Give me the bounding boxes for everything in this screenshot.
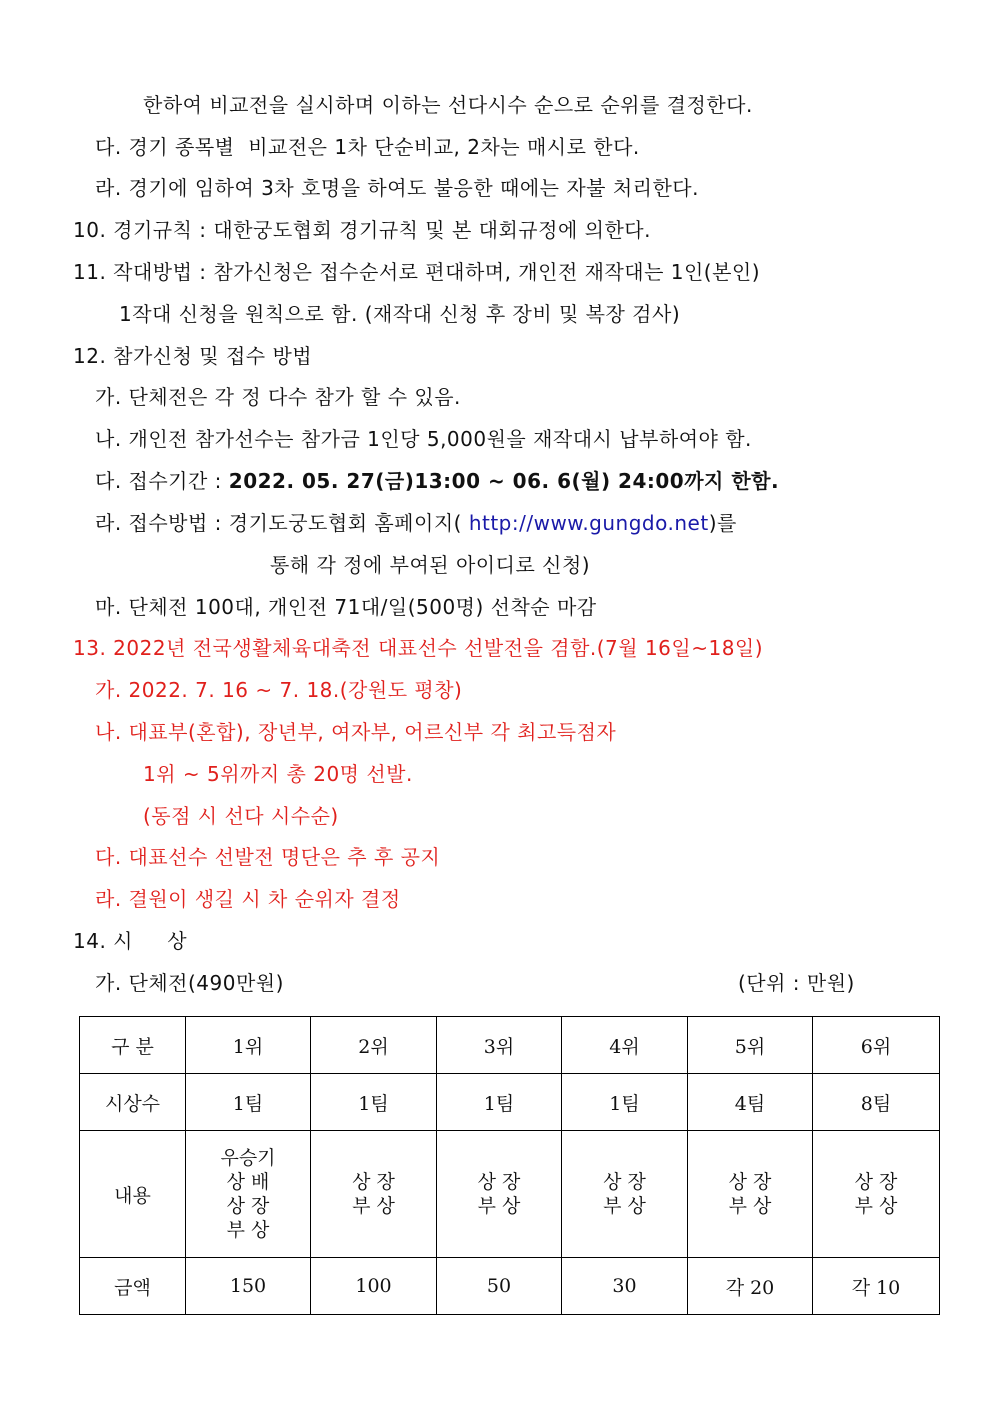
cell-line: 상 장 [854, 1171, 898, 1193]
text-line: 가. 단체전은 각 정 다수 참가 할 수 있음. [95, 385, 461, 409]
table-cell: 6위 [813, 1017, 940, 1074]
text-line [95, 509, 737, 537]
table-cell: 150 [186, 1258, 311, 1315]
table-cell: 2위 [311, 1017, 437, 1074]
table-cell: 시상수 [80, 1074, 186, 1131]
cell-line: 상 장 [352, 1171, 395, 1193]
unit-label: (단위 : 만원) [738, 971, 855, 995]
text-line: 가. 2022. 7. 16 ~ 7. 18.(강원도 평창) [95, 678, 463, 702]
table-cell [813, 1131, 940, 1258]
cell-line: 상 장 [603, 1171, 646, 1193]
table-row [80, 1131, 940, 1258]
text-line: 다. 경기 종목별 비교전은 1차 단순비교, 2차는 매시로 한다. [95, 135, 640, 159]
text-line: 나. 대표부(혼합), 장년부, 여자부, 어르신부 각 최고득점자 [95, 720, 617, 744]
cell-line: 상 배 [226, 1171, 270, 1193]
table-cell: 8팀 [813, 1074, 940, 1131]
text-line [95, 467, 779, 495]
cell-line: 상 장 [728, 1171, 772, 1193]
registration-period: 2022. 05. 27(금)13:00 ~ 06. 6(월) 24:00까지 한함. [228, 469, 780, 493]
cell-line: 부 상 [603, 1195, 646, 1217]
table-cell: 100 [311, 1258, 437, 1315]
table-cell: 4위 [562, 1017, 688, 1074]
table-cell: 4팀 [688, 1074, 813, 1131]
text-line: (동점 시 선다 시수순) [143, 804, 339, 828]
prize-table [79, 1016, 940, 1315]
table-cell: 구 분 [80, 1017, 186, 1074]
section-heading: 12. 참가신청 및 접수 방법 [73, 344, 313, 368]
table-cell: 1팀 [311, 1074, 437, 1131]
text-line: 11. 작대방법 : 참가신청은 접수순서로 편대하며, 개인전 재작대는 1인(본인) [73, 260, 761, 284]
table-cell: 각 20 [688, 1258, 813, 1315]
text-line: 한하여 비교전을 실시하며 이하는 선다시수 순으로 순위를 결정한다. [143, 93, 753, 117]
text-line: 1위 ~ 5위까지 총 20명 선발. [143, 762, 413, 786]
table-cell: 5위 [688, 1017, 813, 1074]
table-row [80, 1074, 940, 1131]
text-line: 10. 경기규칙 : 대한궁도협회 경기규칙 및 본 대회규정에 의한다. [73, 218, 651, 242]
table-cell: 1팀 [186, 1074, 311, 1131]
cell-line: 우승기 [220, 1147, 276, 1169]
cell-line: 부 상 [477, 1195, 521, 1217]
text-line: 1작대 신청을 원칙으로 함. (재작대 신청 후 장비 및 복장 검사) [119, 302, 681, 326]
table-cell [311, 1131, 437, 1258]
cell-line: 부 상 [352, 1195, 395, 1217]
text-line: 가. 단체전(490만원) [95, 971, 284, 995]
table-cell: 30 [562, 1258, 688, 1315]
table-cell: 50 [437, 1258, 562, 1315]
website-link[interactable]: http://www.gungdo.net [468, 511, 709, 535]
cell-line: 부 상 [226, 1219, 270, 1241]
table-cell [688, 1131, 813, 1258]
cell-line: 상 장 [226, 1195, 270, 1217]
section-heading: 13. 2022년 전국생활체육대축전 대표선수 선발전을 겸함.(7월 16일~18일) [73, 636, 764, 660]
table-cell: 1팀 [562, 1074, 688, 1131]
text-suffix: )를 [708, 511, 737, 535]
table-cell [562, 1131, 688, 1258]
table-row [80, 1258, 940, 1315]
table-cell: 1위 [186, 1017, 311, 1074]
text-prefix: 라. 접수방법 : 경기도궁도협회 홈페이지( [95, 511, 469, 535]
table-row [80, 1017, 940, 1074]
table-cell: 1팀 [437, 1074, 562, 1131]
text-line: 통해 각 정에 부여된 아이디로 신청) [270, 553, 591, 577]
text-line: 라. 경기에 임하여 3차 호명을 하여도 불응한 때에는 자불 처리한다. [95, 176, 699, 200]
text-line: 나. 개인전 참가선수는 참가금 1인당 5,000원을 재작대시 납부하여야 함. [95, 427, 752, 451]
table-cell [186, 1131, 311, 1258]
table-cell: 내용 [80, 1131, 186, 1258]
cell-line: 부 상 [728, 1195, 772, 1217]
cell-line: 부 상 [854, 1195, 898, 1217]
table-cell [437, 1131, 562, 1258]
text-line: 다. 대표선수 선발전 명단은 추 후 공지 [95, 845, 441, 869]
text-line: 라. 결원이 생길 시 차 순위자 결정 [95, 887, 401, 911]
cell-line: 상 장 [477, 1171, 521, 1193]
text-line: 마. 단체전 100대, 개인전 71대/일(500명) 선착순 마감 [95, 595, 597, 619]
text-prefix: 다. 접수기간 : [95, 469, 229, 493]
section-heading: 14. 시 상 [73, 929, 188, 953]
table-cell: 금액 [80, 1258, 186, 1315]
table-cell: 3위 [437, 1017, 562, 1074]
table-cell: 각 10 [813, 1258, 940, 1315]
